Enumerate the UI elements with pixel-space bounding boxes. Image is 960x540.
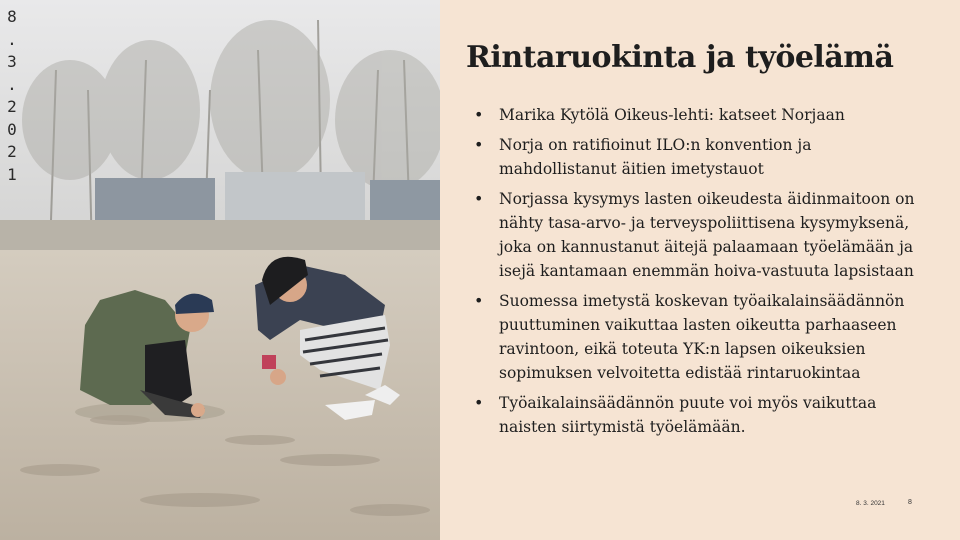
vertical-date-char: 2 [7,142,17,161]
slide-photo [0,0,440,540]
vertical-date [3,6,21,186]
bullet-item: • Norja on ratifioinut ILO:n konvention ja mahdollistanut äitien imetystauot [474,133,934,181]
vertical-date-char: 3 [7,52,17,71]
bullet-item: • Suomessa imetystä koskevan työaikalainsäädännön puuttuminen vaikuttaa lasten oikeutta parhaaseen ravintoon, eikä toteuta YK:n lapsen oikeuksien sopimuksen velvoitetta edistää rintaruokintaa [474,289,934,385]
bullet-item: • Marika Kytölä Oikeus-lehti: katseet Norjaan [474,103,934,127]
vertical-date-char: . [7,74,17,94]
vertical-date-char: 8 [7,7,17,26]
footer-date: 8. 3. 2021 [856,500,885,507]
bullet-item: • Työaikalainsäädännön puute voi myös vaikuttaa naisten siirtymistä työelämään. [474,391,934,439]
vertical-date-char: 2 [7,97,17,116]
slide-content [440,0,960,540]
vertical-date-char: . [7,29,17,49]
bullet-list [474,103,934,445]
children-in-sand-photo [0,0,440,540]
slide-number: 8 [908,499,912,506]
bullet-item: • Norjassa kysymys lasten oikeudesta äidinmaitoon on nähty tasa-arvo- ja terveyspoliittisena kysymyksenä, joka on kannustanut äitejä palaamaan työelämään ja isejä kantamaan enemmän hoiva-vastuuta lapsistaan [474,187,934,283]
vertical-date-char: 0 [7,119,17,139]
vertical-date-char: 1 [7,164,17,184]
slide-title: Rintaruokinta ja työelämä [466,40,894,75]
